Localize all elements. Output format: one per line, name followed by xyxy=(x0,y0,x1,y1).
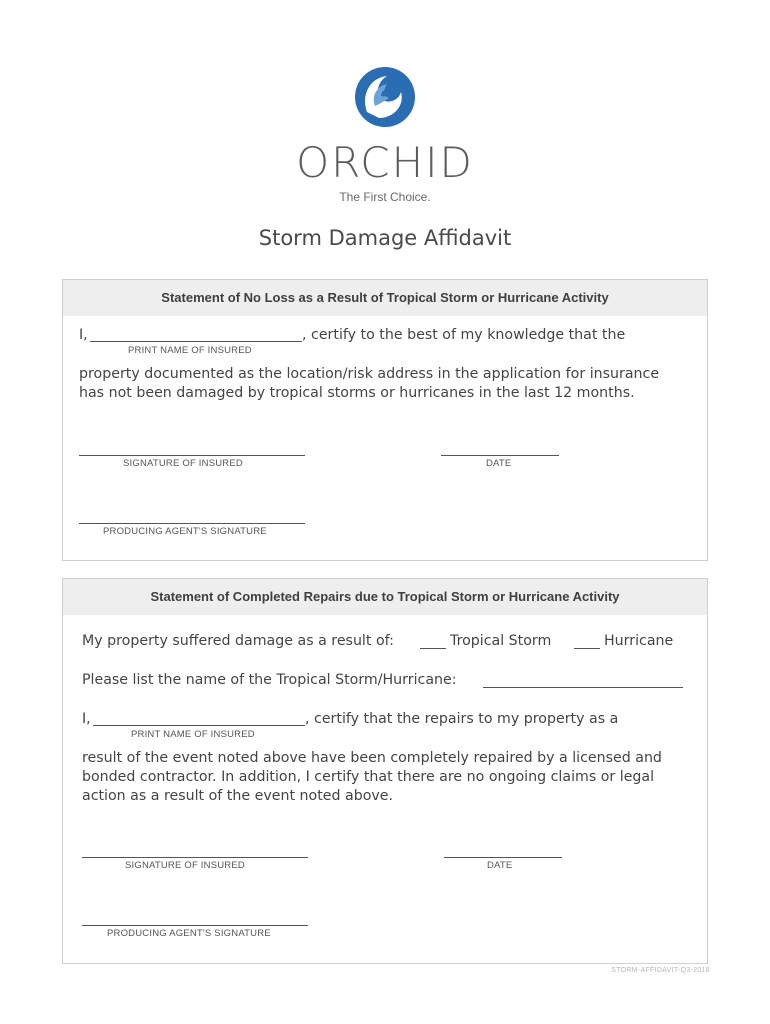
s2-signature-line[interactable] xyxy=(82,857,308,858)
brand-tagline: The First Choice. xyxy=(339,190,431,204)
s2-statement-line: bonded contractor. In addition, I certify that there are no ongoing claims or legal xyxy=(82,769,655,785)
s1-i-prefix: I, xyxy=(79,327,88,343)
s1-agent-signature-line[interactable] xyxy=(79,523,305,524)
s1-agent-caption: PRODUCING AGENT'S SIGNATURE xyxy=(103,526,267,537)
s1-date-caption: DATE xyxy=(486,458,512,469)
s1-statement-line: property documented as the location/risk address in the application for insurance xyxy=(79,366,660,382)
s2-signature-caption: SIGNATURE OF INSURED xyxy=(125,860,245,871)
hurricane-option: Hurricane xyxy=(604,633,674,649)
s1-statement xyxy=(79,365,659,403)
s1-certify-text: , certify to the best of my knowledge that the xyxy=(302,327,626,343)
s2-certify-text: , certify that the repairs to my property as a xyxy=(305,711,619,727)
s2-i-prefix: I, xyxy=(82,711,91,727)
storm-name-line[interactable] xyxy=(483,687,683,688)
s2-print-name-line[interactable] xyxy=(93,725,305,726)
s2-damage-label: My property suffered damage as a result of: xyxy=(82,633,394,649)
s1-print-name-line[interactable] xyxy=(90,341,302,342)
s2-date-line[interactable] xyxy=(444,857,562,858)
orchid-logo xyxy=(0,62,770,132)
s1-signature-caption: SIGNATURE OF INSURED xyxy=(123,458,243,469)
tropical-storm-checkbox-line[interactable] xyxy=(420,648,446,649)
s2-statement-line: action as a result of the event noted above. xyxy=(82,788,394,804)
s2-date-caption: DATE xyxy=(487,860,513,871)
page-title: Storm Damage Affidavit xyxy=(258,226,512,250)
s1-signature-line[interactable] xyxy=(79,455,305,456)
s1-print-name-caption: PRINT NAME OF INSURED xyxy=(128,345,252,356)
s1-date-line[interactable] xyxy=(441,455,559,456)
s1-statement-line: has not been damaged by tropical storms or hurricanes in the last 12 months. xyxy=(79,385,635,401)
wave-logo-icon xyxy=(353,62,417,132)
brand-name: ORCHID xyxy=(296,138,474,187)
tropical-storm-option: Tropical Storm xyxy=(450,633,552,649)
hurricane-checkbox-line[interactable] xyxy=(574,648,600,649)
no-loss-heading: Statement of No Loss as a Result of Tropical Storm or Hurricane Activity xyxy=(63,280,707,316)
s2-statement-line: result of the event noted above have been completely repaired by a licensed and xyxy=(82,750,662,766)
repairs-heading: Statement of Completed Repairs due to Tropical Storm or Hurricane Activity xyxy=(63,579,707,615)
s2-statement xyxy=(82,749,662,806)
form-code: STORM-AFFIDAVIT-Q3-2018 xyxy=(611,967,710,974)
s2-print-name-caption: PRINT NAME OF INSURED xyxy=(131,729,255,740)
s2-agent-signature-line[interactable] xyxy=(82,925,308,926)
no-loss-section xyxy=(62,279,708,561)
storm-name-label: Please list the name of the Tropical Storm/Hurricane: xyxy=(82,672,457,688)
s2-agent-caption: PRODUCING AGENT'S SIGNATURE xyxy=(107,928,271,939)
